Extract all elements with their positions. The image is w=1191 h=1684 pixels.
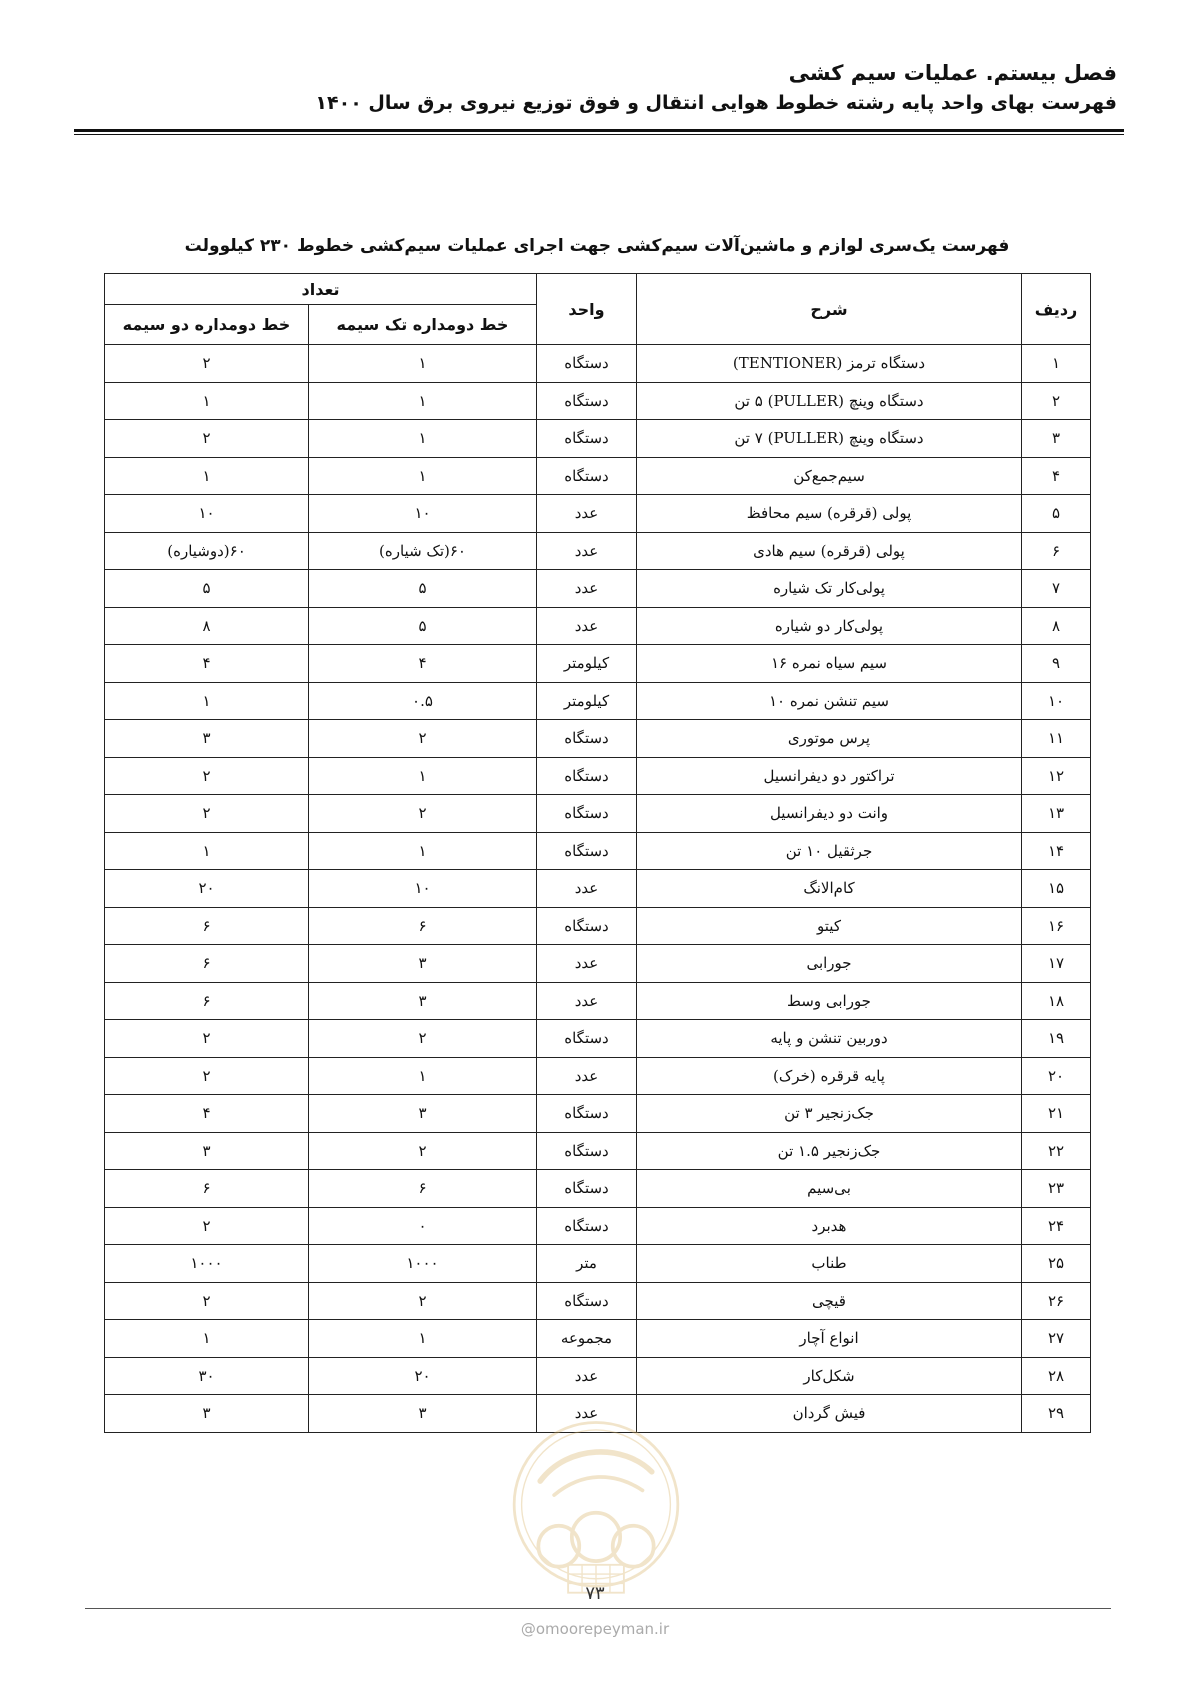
- cell-double-conductor-count: ۲: [105, 1057, 309, 1095]
- cell-row-number: ۲۲: [1022, 1132, 1091, 1170]
- cell-double-conductor-count: ۵: [105, 570, 309, 608]
- table-row: [105, 1132, 1091, 1170]
- cell-unit: کیلومتر: [537, 682, 637, 720]
- cell-unit: دستگاه: [537, 1020, 637, 1058]
- cell-double-conductor-count: ۱: [105, 682, 309, 720]
- cell-unit: مجموعه: [537, 1320, 637, 1358]
- cell-description: وانت دو دیفرانسیل: [637, 795, 1022, 833]
- cell-description: جک‌زنجیر ۳ تن: [637, 1095, 1022, 1133]
- cell-unit: دستگاه: [537, 1282, 637, 1320]
- chapter-title: فصل بیستم. عملیات سیم کشی: [788, 61, 1117, 85]
- cell-single-conductor-count: ۶: [309, 907, 537, 945]
- cell-description: پولی (قرقره) سیم محافظ: [637, 495, 1022, 533]
- cell-single-conductor-count: ۲: [309, 795, 537, 833]
- cell-double-conductor-count: ۶: [105, 907, 309, 945]
- cell-double-conductor-count: ۶۰(دوشیاره): [105, 532, 309, 570]
- cell-single-conductor-count: ۱: [309, 757, 537, 795]
- table-row: [105, 570, 1091, 608]
- cell-single-conductor-count: ۱: [309, 420, 537, 458]
- cell-double-conductor-count: ۲: [105, 1020, 309, 1058]
- cell-row-number: ۲۴: [1022, 1207, 1091, 1245]
- table-row: [105, 607, 1091, 645]
- cell-description: سیم تنشن نمره ۱۰: [637, 682, 1022, 720]
- cell-unit: عدد: [537, 1395, 637, 1433]
- cell-row-number: ۱۵: [1022, 870, 1091, 908]
- cell-row-number: ۲۸: [1022, 1357, 1091, 1395]
- footer-rule: [85, 1608, 1111, 1609]
- cell-row-number: ۷: [1022, 570, 1091, 608]
- cell-row-number: ۲۱: [1022, 1095, 1091, 1133]
- cell-double-conductor-count: ۶: [105, 982, 309, 1020]
- cell-row-number: ۲۶: [1022, 1282, 1091, 1320]
- cell-description: دستگاه وینچ (PULLER) ۷ تن: [637, 420, 1022, 458]
- cell-unit: عدد: [537, 495, 637, 533]
- cell-single-conductor-count: ۱: [309, 1320, 537, 1358]
- cell-description: هدبرد: [637, 1207, 1022, 1245]
- cell-single-conductor-count: ۳: [309, 1395, 537, 1433]
- page-header: [67, 58, 1117, 118]
- cell-unit: متر: [537, 1245, 637, 1283]
- cell-row-number: ۱۰: [1022, 682, 1091, 720]
- cell-double-conductor-count: ۳: [105, 1132, 309, 1170]
- cell-double-conductor-count: ۲۰: [105, 870, 309, 908]
- cell-unit: عدد: [537, 570, 637, 608]
- cell-single-conductor-count: ۱: [309, 457, 537, 495]
- cell-row-number: ۱۹: [1022, 1020, 1091, 1058]
- cell-single-conductor-count: ۵: [309, 607, 537, 645]
- cell-unit: دستگاه: [537, 382, 637, 420]
- table-row: [105, 1170, 1091, 1208]
- cell-single-conductor-count: ۱: [309, 832, 537, 870]
- cell-description: دستگاه ترمز (TENTIONER): [637, 345, 1022, 383]
- header-count: تعداد: [105, 274, 537, 305]
- cell-unit: عدد: [537, 1057, 637, 1095]
- cell-description: بی‌سیم: [637, 1170, 1022, 1208]
- cell-single-conductor-count: ۱: [309, 382, 537, 420]
- cell-description: کام‌الانگ: [637, 870, 1022, 908]
- cell-row-number: ۱۷: [1022, 945, 1091, 983]
- cell-row-number: ۸: [1022, 607, 1091, 645]
- website-watermark: @omoorepeyman.ir: [520, 1620, 670, 1638]
- table-row: [105, 795, 1091, 833]
- table-row: [105, 870, 1091, 908]
- cell-description: پولی‌کار تک شیاره: [637, 570, 1022, 608]
- header-rule-thick: [74, 129, 1124, 132]
- table-row: [105, 532, 1091, 570]
- cell-single-conductor-count: ۱۰: [309, 870, 537, 908]
- table-row: [105, 1057, 1091, 1095]
- cell-row-number: ۹: [1022, 645, 1091, 683]
- cell-single-conductor-count: ۲: [309, 1132, 537, 1170]
- cell-unit: دستگاه: [537, 1132, 637, 1170]
- cell-row-number: ۱۸: [1022, 982, 1091, 1020]
- cell-unit: دستگاه: [537, 720, 637, 758]
- cell-description: جورابی: [637, 945, 1022, 983]
- cell-double-conductor-count: ۱: [105, 832, 309, 870]
- cell-single-conductor-count: ۳: [309, 982, 537, 1020]
- cell-single-conductor-count: ۱۰۰۰: [309, 1245, 537, 1283]
- cell-unit: دستگاه: [537, 420, 637, 458]
- cell-description: طناب: [637, 1245, 1022, 1283]
- cell-unit: دستگاه: [537, 832, 637, 870]
- cell-double-conductor-count: ۱: [105, 382, 309, 420]
- watermark-seal: [503, 1416, 689, 1602]
- cell-description: انواع آچار: [637, 1320, 1022, 1358]
- cell-double-conductor-count: ۲: [105, 1207, 309, 1245]
- cell-single-conductor-count: ۴: [309, 645, 537, 683]
- cell-double-conductor-count: ۱۰۰۰: [105, 1245, 309, 1283]
- cell-description: فیش گردان: [637, 1395, 1022, 1433]
- cell-row-number: ۲۰: [1022, 1057, 1091, 1095]
- cell-single-conductor-count: ۳: [309, 1095, 537, 1133]
- cell-description: جرثقیل ۱۰ تن: [637, 832, 1022, 870]
- table-title: فهرست یک‌سری لوازم و ماشین‌آلات سیم‌کشی جهت اجرای عملیات سیم‌کشی خطوط ۲۳۰ کیلوولت: [184, 236, 1010, 256]
- header-row-number: ردیف: [1022, 274, 1091, 345]
- cell-row-number: ۱۴: [1022, 832, 1091, 870]
- cell-double-conductor-count: ۶: [105, 1170, 309, 1208]
- cell-double-conductor-count: ۱۰: [105, 495, 309, 533]
- cell-unit: دستگاه: [537, 457, 637, 495]
- cell-single-conductor-count: ۲: [309, 1020, 537, 1058]
- cell-description: دوربین تنشن و پایه: [637, 1020, 1022, 1058]
- cell-description: جک‌زنجیر ۱.۵ تن: [637, 1132, 1022, 1170]
- cell-row-number: ۲۷: [1022, 1320, 1091, 1358]
- cell-single-conductor-count: ۵: [309, 570, 537, 608]
- cell-row-number: ۲: [1022, 382, 1091, 420]
- cell-unit: عدد: [537, 607, 637, 645]
- header-rule-thin: [74, 134, 1124, 135]
- cell-unit: دستگاه: [537, 795, 637, 833]
- cell-description: پایه قرقره (خرک): [637, 1057, 1022, 1095]
- cell-row-number: ۱۳: [1022, 795, 1091, 833]
- cell-description: قیچی: [637, 1282, 1022, 1320]
- cell-unit: دستگاه: [537, 1095, 637, 1133]
- cell-row-number: ۴: [1022, 457, 1091, 495]
- cell-single-conductor-count: ۳: [309, 945, 537, 983]
- cell-double-conductor-count: ۳: [105, 1395, 309, 1433]
- cell-double-conductor-count: ۳: [105, 720, 309, 758]
- header-double-conductor: خط دومداره دو سیمه: [105, 305, 309, 345]
- cell-double-conductor-count: ۸: [105, 607, 309, 645]
- cell-description: جورابی وسط: [637, 982, 1022, 1020]
- cell-single-conductor-count: ۱: [309, 1057, 537, 1095]
- cell-row-number: ۱۶: [1022, 907, 1091, 945]
- page-number: ۷۳: [585, 1583, 605, 1604]
- table-row: [105, 1320, 1091, 1358]
- cell-row-number: ۵: [1022, 495, 1091, 533]
- cell-unit: دستگاه: [537, 907, 637, 945]
- cell-single-conductor-count: ۲: [309, 720, 537, 758]
- cell-description: پرس موتوری: [637, 720, 1022, 758]
- cell-double-conductor-count: ۲: [105, 420, 309, 458]
- table-row: [105, 1020, 1091, 1058]
- cell-double-conductor-count: ۳۰: [105, 1357, 309, 1395]
- cell-double-conductor-count: ۴: [105, 1095, 309, 1133]
- cell-double-conductor-count: ۲: [105, 345, 309, 383]
- table-row: [105, 457, 1091, 495]
- cell-row-number: ۲۳: [1022, 1170, 1091, 1208]
- table-row: [105, 1207, 1091, 1245]
- document-title: فهرست بهای واحد پایه رشته خطوط هوایی انتقال و فوق توزیع نیروی برق سال ۱۴۰۰: [315, 92, 1117, 114]
- cell-single-conductor-count: ۱۰: [309, 495, 537, 533]
- cell-row-number: ۱۱: [1022, 720, 1091, 758]
- table-row: [105, 907, 1091, 945]
- cell-unit: دستگاه: [537, 757, 637, 795]
- table-row: [105, 832, 1091, 870]
- cell-unit: دستگاه: [537, 345, 637, 383]
- table-row: [105, 382, 1091, 420]
- header-description: شرح: [637, 274, 1022, 345]
- cell-double-conductor-count: ۲: [105, 1282, 309, 1320]
- cell-double-conductor-count: ۴: [105, 645, 309, 683]
- cell-unit: دستگاه: [537, 1170, 637, 1208]
- cell-unit: عدد: [537, 945, 637, 983]
- cell-single-conductor-count: ۱: [309, 345, 537, 383]
- table-row: [105, 1357, 1091, 1395]
- table-row: [105, 682, 1091, 720]
- cell-row-number: ۱۲: [1022, 757, 1091, 795]
- cell-single-conductor-count: ۲۰: [309, 1357, 537, 1395]
- equipment-table: [104, 273, 1091, 1433]
- cell-row-number: ۶: [1022, 532, 1091, 570]
- cell-unit: عدد: [537, 870, 637, 908]
- table-row: [105, 757, 1091, 795]
- header-unit: واحد: [537, 274, 637, 345]
- cell-double-conductor-count: ۱: [105, 1320, 309, 1358]
- cell-unit: عدد: [537, 1357, 637, 1395]
- cell-single-conductor-count: ۶: [309, 1170, 537, 1208]
- table-row: [105, 1095, 1091, 1133]
- table-row: [105, 420, 1091, 458]
- table-row: [105, 720, 1091, 758]
- cell-single-conductor-count: ۶۰(تک شیاره): [309, 532, 537, 570]
- cell-double-conductor-count: ۶: [105, 945, 309, 983]
- cell-description: شکل‌کار: [637, 1357, 1022, 1395]
- table-row: [105, 645, 1091, 683]
- cell-description: پولی (قرقره) سیم هادی: [637, 532, 1022, 570]
- table-row: [105, 1245, 1091, 1283]
- table-row: [105, 982, 1091, 1020]
- cell-double-conductor-count: ۲: [105, 795, 309, 833]
- cell-description: پولی‌کار دو شیاره: [637, 607, 1022, 645]
- cell-row-number: ۲۵: [1022, 1245, 1091, 1283]
- cell-single-conductor-count: ۰.۵: [309, 682, 537, 720]
- cell-single-conductor-count: ۲: [309, 1282, 537, 1320]
- cell-unit: دستگاه: [537, 1207, 637, 1245]
- cell-description: دستگاه وینچ (PULLER) ۵ تن: [637, 382, 1022, 420]
- cell-unit: عدد: [537, 532, 637, 570]
- table-row: [105, 1282, 1091, 1320]
- table-row: [105, 345, 1091, 383]
- cell-description: سیم‌جمع‌کن: [637, 457, 1022, 495]
- cell-double-conductor-count: ۱: [105, 457, 309, 495]
- table-row: [105, 945, 1091, 983]
- cell-row-number: ۱: [1022, 345, 1091, 383]
- cell-description: کیتو: [637, 907, 1022, 945]
- cell-description: سیم سیاه نمره ۱۶: [637, 645, 1022, 683]
- table-row: [105, 495, 1091, 533]
- cell-description: تراکتور دو دیفرانسیل: [637, 757, 1022, 795]
- header-single-conductor: خط دومداره تک سیمه: [309, 305, 537, 345]
- cell-unit: عدد: [537, 982, 637, 1020]
- cell-row-number: ۳: [1022, 420, 1091, 458]
- cell-unit: کیلومتر: [537, 645, 637, 683]
- cell-double-conductor-count: ۲: [105, 757, 309, 795]
- cell-single-conductor-count: ۰: [309, 1207, 537, 1245]
- cell-row-number: ۲۹: [1022, 1395, 1091, 1433]
